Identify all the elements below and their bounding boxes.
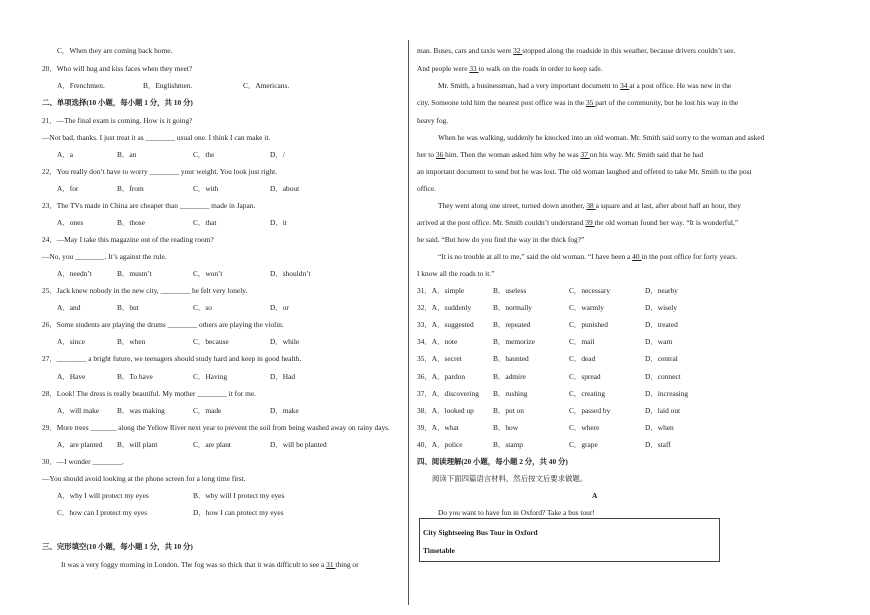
q24-option-a: A．needn’t bbox=[57, 269, 92, 278]
passage-label: A bbox=[592, 491, 598, 500]
q35-option-a: 35．A．secret bbox=[417, 354, 462, 363]
timetable-subtitle: Timetable bbox=[423, 546, 455, 555]
question-25: 25．Jack knew nobody in the new city, ________ he felt very lonely. bbox=[42, 286, 248, 295]
blank-37: 37 bbox=[580, 150, 590, 159]
q36-option-d: D．connect bbox=[645, 372, 681, 381]
q38-option-c: C．passed by bbox=[569, 406, 611, 415]
q29-option-c: C．are plant bbox=[193, 440, 231, 449]
section-2-title: 二、单项选择(10 小题，每小题 1 分，共 10 分) bbox=[42, 98, 193, 107]
question-27: 27．________ a bright future, we teenagers should study hard and keep in good health. bbox=[42, 354, 302, 363]
question-30-reply: —You should avoid looking at the phone screen for a long time first. bbox=[42, 474, 246, 483]
cloze-line-2 bbox=[417, 46, 735, 55]
q36-option-c: C．spread bbox=[569, 372, 601, 381]
q34-option-b: B．memorize bbox=[493, 337, 535, 346]
blank-34: 34 bbox=[620, 81, 630, 90]
q39-option-a: 39．A．what bbox=[417, 423, 459, 432]
q30-option-c: C．how can I protect my eyes bbox=[57, 508, 148, 517]
question-26: 26．Some students are playing the drums ________ others are playing the violin. bbox=[42, 320, 284, 329]
blank-36: 36 bbox=[435, 150, 446, 159]
q38-option-a: 38．A．looked up bbox=[417, 406, 474, 415]
q25-option-d: D．or bbox=[270, 303, 289, 312]
q39-option-c: C．where bbox=[569, 423, 600, 432]
q32-option-a: 32．A．suddenly bbox=[417, 303, 472, 312]
passage-intro: Do you want to have fun in Oxford? Take a bus tour! bbox=[438, 508, 595, 517]
cloze-text: stopped along the roadside in this weather, because drivers couldn’t see. bbox=[522, 46, 736, 55]
q29-option-b: B．will plant bbox=[117, 440, 158, 449]
cloze-text: man. Buses, cars and taxis were bbox=[417, 46, 512, 55]
q24-option-c: C．won’t bbox=[193, 269, 223, 278]
q37-option-c: C．creating bbox=[569, 389, 606, 398]
q28-option-d: D．make bbox=[270, 406, 299, 415]
q34-option-c: C．mail bbox=[569, 337, 595, 346]
q34-option-d: D．warn bbox=[645, 337, 673, 346]
question-21-reply: —Not bad, thanks. I just treat it as ________ usual one. I think I can make it. bbox=[42, 133, 271, 142]
cloze-line-3 bbox=[417, 64, 603, 73]
cloze-text: on his way. Mr. Smith said that he had bbox=[589, 150, 704, 159]
cloze-line-7: When he was walking, suddenly he knocked into an old woman. Mr. Smith said sorry to the woman and asked bbox=[438, 133, 765, 142]
q22-option-d: D．about bbox=[270, 184, 300, 193]
q36-option-a: 36．A．pardon bbox=[417, 372, 466, 381]
q32-option-c: C．warmly bbox=[569, 303, 604, 312]
q23-option-d: D．it bbox=[270, 218, 287, 227]
cloze-line-9: an important document to send but he was lost. The old woman laughed and offered to take Mr. Smith to the post bbox=[417, 167, 752, 176]
cloze-text: her to bbox=[417, 150, 435, 159]
q22-option-c: C．with bbox=[193, 184, 219, 193]
blank-31: 31 bbox=[326, 560, 336, 569]
q27-option-d: D．Had bbox=[270, 372, 296, 381]
q28-option-c: C．made bbox=[193, 406, 222, 415]
q27-option-a: A．Have bbox=[57, 372, 86, 381]
question-20: 20．Who will hug and kiss faces when they meet? bbox=[42, 64, 193, 73]
blank-38: 38 bbox=[586, 201, 596, 210]
cloze-line-14 bbox=[438, 252, 737, 261]
question-22: 22．You really don’t have to worry ________ your weight. You look just right. bbox=[42, 167, 277, 176]
cloze-line-15: I know all the roads to it.” bbox=[417, 269, 495, 278]
question-21: 21．—The final exam is coming. How is it going? bbox=[42, 116, 193, 125]
q19-option-c: C．When they are coming back home. bbox=[57, 46, 173, 55]
q38-option-b: B．put on bbox=[493, 406, 525, 415]
cloze-line-10: office. bbox=[417, 184, 436, 193]
q30-option-a: A．why I will protect my eyes bbox=[57, 491, 149, 500]
q26-option-b: B．when bbox=[117, 337, 146, 346]
q24-option-d: D．shouldn’t bbox=[270, 269, 311, 278]
q30-option-b: B．why will I protect my eyes bbox=[193, 491, 285, 500]
cloze-text: It was a very foggy morning in London. The fog was so thick that it was difficult to see a bbox=[61, 560, 325, 569]
q21-option-a: A．a bbox=[57, 150, 74, 159]
cloze-line-12 bbox=[417, 218, 738, 227]
q29-option-a: A．are planted bbox=[57, 440, 103, 449]
q22-option-a: A．for bbox=[57, 184, 79, 193]
q27-option-c: C．Having bbox=[193, 372, 228, 381]
q31-option-a: 31．A．simple bbox=[417, 286, 465, 295]
q31-option-c: C．necessary bbox=[569, 286, 611, 295]
cloze-line-13: he said. “But how do you find the way in the thick fog?” bbox=[417, 235, 585, 244]
q37-option-a: 37．A．discovering bbox=[417, 389, 479, 398]
section-4-instructions: 阅读下面四篇语言材料，然后按文后要求做题。 bbox=[432, 474, 588, 483]
q27-option-b: B．To have bbox=[117, 372, 153, 381]
q40-option-b: B．stamp bbox=[493, 440, 523, 449]
cloze-line-11 bbox=[438, 201, 741, 210]
column-divider bbox=[408, 40, 409, 605]
question-28: 28．Look! The dress is really beautiful. My mother ________ it for me. bbox=[42, 389, 256, 398]
q35-option-d: D．central bbox=[645, 354, 678, 363]
q40-option-a: 40．A．police bbox=[417, 440, 463, 449]
q25-option-c: C．so bbox=[193, 303, 212, 312]
q23-option-a: A．ones bbox=[57, 218, 84, 227]
question-24: 24．—May I take this magazine out of the reading room? bbox=[42, 235, 214, 244]
q35-option-b: B．haunted bbox=[493, 354, 529, 363]
question-23: 23．The TVs made in China are cheaper than ________ made in Japan. bbox=[42, 201, 256, 210]
cloze-text: They went along one street, turned down another, bbox=[438, 201, 585, 210]
q33-option-d: D．treated bbox=[645, 320, 678, 329]
timetable-box bbox=[419, 518, 720, 562]
q21-option-d: D．/ bbox=[270, 150, 285, 159]
q28-option-b: B．was making bbox=[117, 406, 165, 415]
q25-option-b: B．but bbox=[117, 303, 139, 312]
q29-option-d: D．will be planted bbox=[270, 440, 327, 449]
q20-option-b: B．Englishmen. bbox=[143, 81, 193, 90]
cloze-line-5 bbox=[417, 98, 738, 107]
blank-40: 40 bbox=[632, 252, 642, 261]
cloze-text: And people were bbox=[417, 64, 468, 73]
question-24-reply: —No, you ________. It’s against the rule. bbox=[42, 252, 167, 261]
cloze-text: him. Then the woman asked him why he was bbox=[445, 150, 579, 159]
q26-option-d: D．while bbox=[270, 337, 300, 346]
blank-32: 32 bbox=[513, 46, 523, 55]
cloze-line-1 bbox=[61, 560, 359, 569]
q37-option-d: D．increasing bbox=[645, 389, 689, 398]
cloze-text: to walk on the roads in order to keep safe. bbox=[478, 64, 603, 73]
q26-option-a: A．since bbox=[57, 337, 85, 346]
q25-option-a: A．and bbox=[57, 303, 81, 312]
cloze-line-6: heavy fog. bbox=[417, 116, 449, 125]
q39-option-d: D．when bbox=[645, 423, 674, 432]
q26-option-c: C．because bbox=[193, 337, 229, 346]
cloze-text: part of the community, but he lost his way in the bbox=[595, 98, 739, 107]
question-29: 29．More trees _______ along the Yellow River next year to prevent the soil from being washed away on rainy days. bbox=[42, 423, 390, 432]
blank-33: 33 bbox=[469, 64, 479, 73]
cloze-line-4 bbox=[438, 81, 731, 90]
blank-39: 39 bbox=[585, 218, 595, 227]
q33-option-b: B．repeated bbox=[493, 320, 531, 329]
cloze-text: Mr. Smith, a businessman, had a very important document to bbox=[438, 81, 619, 90]
q23-option-b: B．those bbox=[117, 218, 145, 227]
q36-option-b: B．admire bbox=[493, 372, 526, 381]
section-3-title: 三、完形填空(10 小题，每小题 1 分，共 10 分) bbox=[42, 542, 193, 551]
cloze-text: arrived at the post office. Mr. Smith couldn’t understand bbox=[417, 218, 584, 227]
cloze-text: the old woman found her way. “It is wonderful,” bbox=[594, 218, 739, 227]
q23-option-c: C．that bbox=[193, 218, 217, 227]
cloze-text: a square and at last, after about half an hour, they bbox=[595, 201, 741, 210]
question-30: 30．—I wonder ________. bbox=[42, 457, 124, 466]
q22-option-b: B．from bbox=[117, 184, 144, 193]
q20-option-c: C．Americans. bbox=[243, 81, 290, 90]
q33-option-c: C．punished bbox=[569, 320, 609, 329]
cloze-text: thing or bbox=[335, 560, 359, 569]
cloze-line-8 bbox=[417, 150, 703, 159]
q40-option-c: C．grape bbox=[569, 440, 598, 449]
q38-option-d: D．laid out bbox=[645, 406, 681, 415]
q20-option-a: A．Frenchmen. bbox=[57, 81, 105, 90]
q24-option-b: B．mustn’t bbox=[117, 269, 152, 278]
q33-option-a: 33．A．suggested bbox=[417, 320, 474, 329]
section-4-title: 四、阅读理解(20 小题，每小题 2 分，共 40 分) bbox=[417, 457, 568, 466]
q40-option-d: D．staff bbox=[645, 440, 671, 449]
cloze-text: at a post office. He was new in the bbox=[629, 81, 732, 90]
q34-option-a: 34．A．note bbox=[417, 337, 458, 346]
cloze-text: “It is no trouble at all to me,” said the old woman. “I have been a bbox=[438, 252, 631, 261]
q21-option-b: B．an bbox=[117, 150, 137, 159]
q35-option-c: C．dead bbox=[569, 354, 596, 363]
timetable-title: City Sightseeing Bus Tour in Oxford bbox=[423, 528, 538, 537]
blank-35: 35 bbox=[585, 98, 596, 107]
q32-option-d: D．wisely bbox=[645, 303, 678, 312]
q30-option-d: D．how I can protect my eyes bbox=[193, 508, 284, 517]
q21-option-c: C．the bbox=[193, 150, 215, 159]
q31-option-b: B．useless bbox=[493, 286, 527, 295]
q28-option-a: A．will make bbox=[57, 406, 100, 415]
q32-option-b: B．normally bbox=[493, 303, 533, 312]
q37-option-b: B．rushing bbox=[493, 389, 528, 398]
cloze-text: city. Someone told him the nearest post office was in the bbox=[417, 98, 585, 107]
cloze-text: in the post office for forty years. bbox=[641, 252, 738, 261]
q39-option-b: B．how bbox=[493, 423, 519, 432]
q31-option-d: D．nearby bbox=[645, 286, 678, 295]
